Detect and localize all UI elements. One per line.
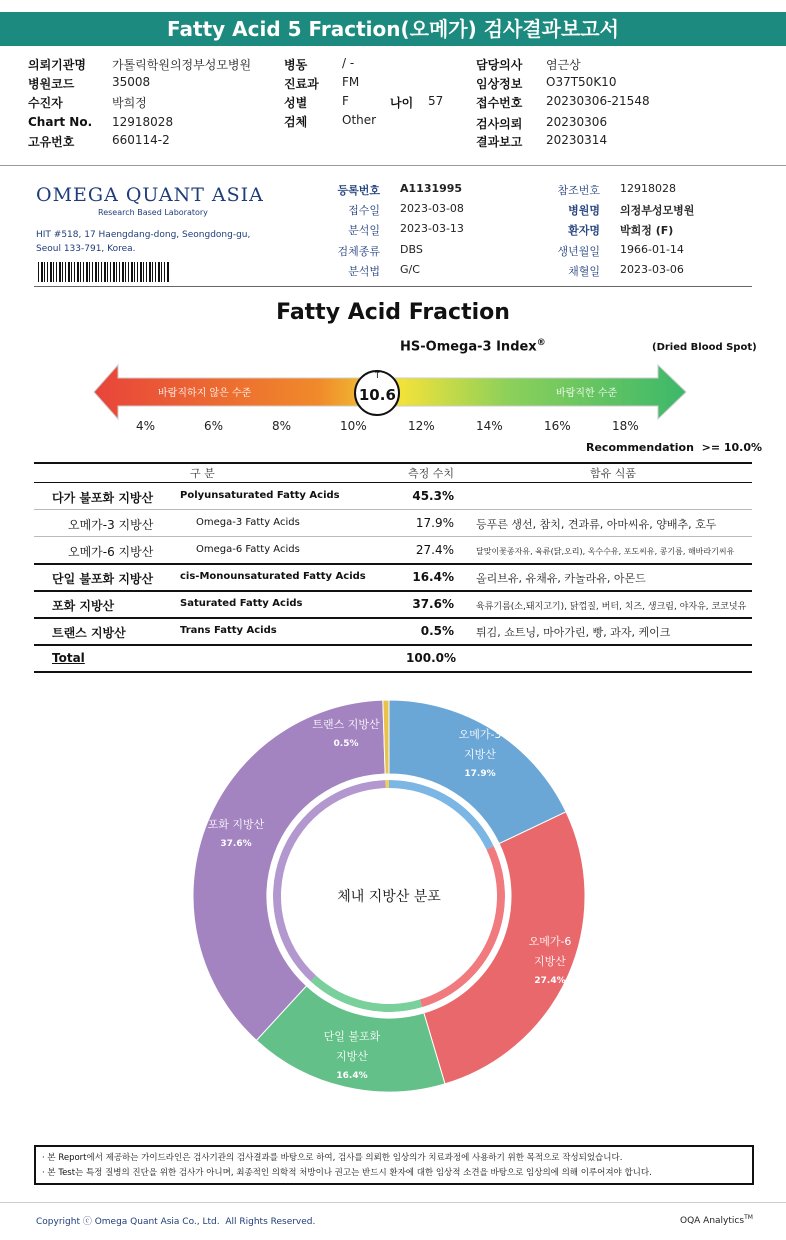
row-divider: [34, 536, 752, 537]
field-label: 등록번호: [337, 184, 380, 197]
scale-tick: 10%: [340, 419, 367, 433]
note-line: · 본 Report에서 제공하는 가이드라인은 검사기관의 검사결과를 바탕으로 하여, 검사를 의뢰한 임상의가 치료과정에 사용하기 위한 목적으로 작성되었습니다.: [42, 1153, 623, 1163]
info-value: O37T50K10: [546, 75, 617, 89]
divider: [0, 165, 786, 166]
table-header: 함유 식품: [590, 467, 637, 480]
section-title: Fatty Acid Fraction: [276, 300, 510, 325]
info-label: 진료과: [284, 77, 319, 91]
info-label: 의뢰기관명: [28, 58, 86, 72]
index-label-text: HS-Omega-3 Index: [400, 339, 537, 355]
slice-value: 17.9%: [464, 769, 496, 779]
info-value: Other: [342, 113, 377, 127]
scale-tick: 12%: [408, 419, 435, 433]
age-value: 57: [428, 94, 444, 108]
lab-subtitle: Research Based Laboratory: [98, 208, 208, 217]
age-label: 나이: [390, 96, 414, 110]
notes-box: [34, 1145, 754, 1185]
donut-slice: [193, 700, 385, 1040]
row-food: 육류기름(소,돼지고기), 닭껍질, 버터, 치즈, 생크림, 야자유, 코코넛유: [476, 602, 747, 612]
slice-value: 27.4%: [534, 976, 566, 986]
slice-label: 지방산: [534, 955, 566, 968]
field-label: 접수일: [348, 204, 380, 217]
scale-tick: 6%: [204, 419, 224, 433]
info-label: 고유번호: [28, 135, 75, 149]
info-label: 병동: [284, 58, 308, 72]
bad-range-label: 바람직하지 않은 수준: [158, 388, 252, 399]
table-header-rule: [34, 482, 752, 483]
scale-tick: 14%: [476, 419, 503, 433]
info-value: 35008: [112, 75, 151, 89]
donut-inner-slice: [385, 780, 389, 788]
info-label: 성별: [284, 96, 308, 110]
row-divider: [34, 509, 752, 510]
field-label: 환자명: [568, 224, 600, 237]
info-value: FM: [342, 75, 360, 89]
scale-tick: 4%: [136, 419, 156, 433]
note-line: · 본 Test는 특정 질병의 진단을 위한 검사가 아니며, 최종적인 의학적 처방이나 권고는 반드시 환자에 대한 임상적 소견을 바탕으로 임상의에 의해 이루어져야 합니다.: [42, 1168, 652, 1178]
row-kr: 다가 불포화 지방산: [52, 491, 154, 505]
field-value: 12918028: [620, 182, 676, 195]
row-en: Saturated Fatty Acids: [180, 598, 303, 609]
registration-fields: [310, 182, 770, 282]
slice-label: 오메가-3: [458, 728, 502, 741]
barcode: [38, 262, 170, 282]
field-value: 2023-03-08: [400, 202, 464, 215]
row-divider: [34, 644, 752, 646]
brand-text: OQA Analytics: [680, 1216, 745, 1226]
info-label: 임상정보: [476, 77, 523, 91]
table-top-rule: [34, 462, 752, 464]
info-value: 20230314: [546, 133, 608, 147]
info-label: 검사의뢰: [476, 117, 523, 131]
info-label: 검체: [284, 115, 308, 129]
slice-value: 16.4%: [336, 1071, 368, 1081]
field-value: 박희정 (F): [620, 224, 674, 237]
scale-tick: 18%: [612, 419, 639, 433]
fatty-acid-donut-chart: [0, 690, 786, 1130]
scale-ticks: [0, 419, 786, 435]
info-value: 20230306-21548: [546, 94, 650, 108]
row-divider: [34, 590, 752, 592]
lab-address: Seoul 133-791, Korea.: [36, 244, 136, 254]
row-food: 튀김, 쇼트닝, 마아가린, 빵, 과자, 케이크: [476, 626, 671, 639]
info-value: 가톨릭학원의정부성모병원: [112, 58, 252, 72]
field-label: 채혈일: [568, 265, 600, 278]
row-kr: 포화 지방산: [52, 599, 115, 613]
arrow-up-icon: ↑: [373, 370, 382, 381]
row-en: Polyunsaturated Fatty Acids: [180, 490, 340, 501]
row-value: 37.6%: [412, 597, 454, 611]
slice-label: 지방산: [336, 1050, 368, 1063]
recommendation: Recommendation >= 10.0%: [586, 441, 763, 454]
field-label: 검체종류: [337, 245, 380, 258]
info-value: 염근상: [546, 58, 581, 72]
slice-label: 트랜스 지방산: [312, 718, 380, 731]
row-kr: 단일 불포화 지방산: [52, 572, 154, 586]
lab-address: HIT #518, 17 Haengdang-dong, Seongdong-gu,: [36, 230, 251, 240]
field-value: A1131995: [400, 182, 463, 195]
info-value: 박희정: [112, 96, 147, 110]
field-value: 1966-01-14: [620, 243, 684, 256]
lab-logo: OMEGA QUANT ASIA: [36, 184, 264, 206]
field-label: 분석법: [348, 265, 380, 278]
registered-mark: ®: [536, 338, 546, 348]
slice-value: 0.5%: [333, 739, 359, 749]
row-food: 올리브유, 유채유, 카놀라유, 아몬드: [476, 572, 646, 585]
sample-type: (Dried Blood Spot): [652, 342, 757, 353]
slice-label: 지방산: [464, 748, 496, 761]
field-value: G/C: [400, 263, 420, 276]
info-value: 12918028: [112, 115, 174, 129]
divider: [0, 1202, 786, 1203]
row-kr: 오메가-6 지방산: [68, 545, 154, 559]
table-header: 구 분: [190, 467, 215, 480]
row-value: 17.9%: [415, 516, 454, 530]
field-value: 2023-03-13: [400, 222, 464, 235]
info-label: 접수번호: [476, 96, 523, 110]
row-divider: [34, 617, 752, 619]
row-value: 16.4%: [412, 570, 454, 584]
scale-tick: 8%: [272, 419, 292, 433]
scale-tick: 16%: [544, 419, 571, 433]
slice-label: 오메가-6: [528, 935, 572, 948]
info-value: 20230306: [546, 115, 608, 129]
field-label: 분석일: [348, 224, 380, 237]
field-value: DBS: [400, 243, 423, 256]
info-label: 수진자: [28, 96, 63, 110]
divider: [34, 286, 752, 287]
info-value: / -: [342, 56, 355, 70]
good-range-label: 바람직한 수준: [556, 388, 618, 399]
trademark: TM: [744, 1214, 753, 1221]
slice-label: 포화 지방산: [207, 818, 265, 831]
table-header: 측정 수치: [408, 467, 455, 480]
row-en: Trans Fatty Acids: [180, 625, 277, 636]
row-kr: 오메가-3 지방산: [68, 518, 154, 532]
info-value: F: [342, 94, 349, 108]
brand: [680, 1214, 753, 1226]
field-label: 생년월일: [557, 245, 600, 258]
info-label: 병원코드: [28, 77, 75, 91]
chart-title: 체내 지방산 분포: [337, 889, 441, 905]
row-value: 27.4%: [415, 543, 454, 557]
row-value: 45.3%: [412, 489, 454, 503]
field-label: 병원명: [568, 204, 600, 217]
row-food: 등푸른 생선, 참치, 견과류, 아마씨유, 양배추, 호두: [476, 518, 717, 531]
copyright: Copyright ⓒ Omega Quant Asia Co., Ltd. All Rights Reserved.: [36, 1217, 316, 1227]
slice-value: 37.6%: [220, 839, 252, 849]
row-value: 0.5%: [420, 624, 454, 638]
row-en: Omega-6 Fatty Acids: [196, 544, 300, 555]
index-label: [400, 338, 546, 354]
total-label: Total: [52, 651, 85, 665]
field-label: 참조번호: [557, 184, 600, 197]
field-value: 2023-03-06: [620, 263, 684, 276]
patient-info: [0, 54, 786, 154]
report-title: Fatty Acid 5 Fraction(오메가) 검사결과보고서: [0, 12, 786, 46]
row-en: Omega-3 Fatty Acids: [196, 517, 300, 528]
row-kr: 트랜스 지방산: [52, 626, 126, 640]
total-value: 100.0%: [406, 651, 456, 665]
index-value: 10.6: [358, 386, 396, 404]
field-value: 의정부성모병원: [620, 204, 695, 217]
info-label: Chart No.: [28, 115, 93, 129]
table-bottom-rule: [34, 671, 752, 673]
row-divider: [34, 563, 752, 565]
info-value: 660114-2: [112, 133, 170, 147]
slice-label: 단일 불포화: [323, 1030, 381, 1043]
row-food: 달맞이꽃종자유, 육류(닭,오리), 옥수수유, 포도씨유, 콩기름, 해바라기씨유: [476, 547, 735, 556]
row-en: cis-Monounsaturated Fatty Acids: [180, 571, 366, 582]
info-label: 담당의사: [476, 58, 523, 72]
info-label: 결과보고: [476, 135, 523, 149]
